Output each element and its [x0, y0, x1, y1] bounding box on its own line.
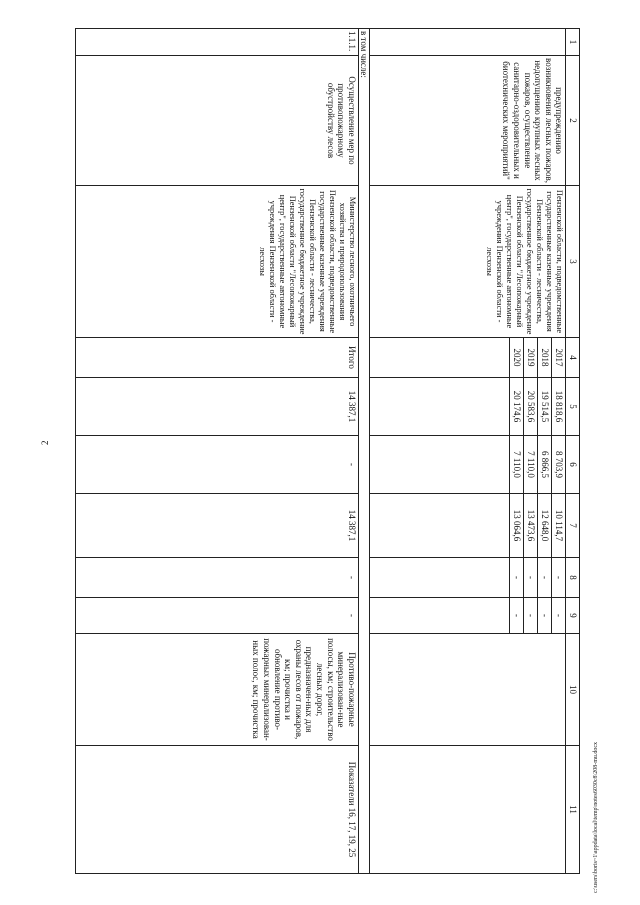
cell-value: 7 110,0 [510, 436, 524, 494]
header-cell: 4 [566, 338, 580, 378]
cell-executors: Пензенской области, подведомственные государственные казенные учреждения Пензенской области - лесничества, государственное бюджетное учреждение Пензенской области "Лесопожарный центр", государственные автономные учреждения Пензенской области - лесхозы [370, 186, 566, 338]
cell-value: 6 866,5 [538, 436, 552, 494]
cell-value: - [524, 598, 538, 634]
cell-targets: Показатели 16, 17, 19, 25 [76, 746, 359, 874]
cell-value: - [552, 598, 566, 634]
cell-num [370, 29, 566, 56]
cell-value: 13 064,6 [510, 494, 524, 558]
header-cell: 7 [566, 494, 580, 558]
header-cell: 1 [566, 29, 580, 56]
cell-value: - [538, 558, 552, 598]
cell-indicators: Противо-пожарные минерализован-ные полосы, км; строительство лесных дорог, предназначен-ных для охраны лесов от пожаров, км; прочистка и обновление противо-пожарных минерализован-ных полос, км; прочистка [76, 634, 359, 746]
cell-year: 2017 [552, 338, 566, 378]
footer-path: c:\users\boris~1\appdata\local\temp\notes6030c8\208-mu.docx [593, 741, 599, 893]
subheading-row [358, 29, 370, 874]
cell-empty [370, 378, 510, 436]
cell-value: - [538, 598, 552, 634]
cell-value: - [524, 558, 538, 598]
cell-value: - [510, 558, 524, 598]
page-number: 2 [40, 440, 50, 445]
cell-year: Итого [76, 338, 359, 378]
cell-value: 12 648,0 [538, 494, 552, 558]
table-row [552, 29, 566, 874]
cell-value: - [510, 598, 524, 634]
cell-event: Осуществление мер по противопожарному обустройству лесов [76, 56, 359, 186]
cell-indicators [370, 634, 566, 746]
cell-value: - [76, 598, 359, 634]
cell-targets [370, 746, 566, 874]
cell-value: 18 818,6 [552, 378, 566, 436]
cell-empty [370, 494, 510, 558]
cell-empty [370, 598, 510, 634]
cell-value: 8 703,9 [552, 436, 566, 494]
cell-value: 20 583,6 [524, 378, 538, 436]
subheading: в том числе: [358, 29, 370, 874]
header-cell: 9 [566, 598, 580, 634]
header-cell: 6 [566, 436, 580, 494]
cell-empty [370, 558, 510, 598]
cell-value: 14 387,1 [76, 378, 359, 436]
header-cell: 2 [566, 56, 580, 186]
cell-executors: Министерство лесного, охотничьего хозяйства и природопользования Пензенской области, подведомственные государственные казенные учреждения Пензенской области - лесничества, государственное бюджетное учреждение Пензенской области "Лесопожарный центр", государственные автономные учреждения Пензенской области - лесхозы [76, 186, 359, 338]
cell-year: 2018 [538, 338, 552, 378]
cell-value: 7 110,0 [524, 436, 538, 494]
cell-value: 19 514,5 [538, 378, 552, 436]
header-cell: 11 [566, 746, 580, 874]
cell-empty [370, 436, 510, 494]
header-cell: 8 [566, 558, 580, 598]
cell-value: - [552, 558, 566, 598]
cell-num: 1.1.1. [76, 29, 359, 56]
cell-value: 10 114,7 [552, 494, 566, 558]
cell-year: 2019 [524, 338, 538, 378]
cell-value: - [76, 436, 359, 494]
header-cell: 5 [566, 378, 580, 436]
cell-empty [370, 338, 510, 378]
cell-year: 2020 [510, 338, 524, 378]
cell-event: предупреждению возникновения лесных пожаров, недопущению крупных лесных пожаров, осуществление санитарно-оздоровительных и биотехнических мероприятий" [370, 56, 566, 186]
program-table [75, 28, 580, 874]
cell-value: 20 174,6 [510, 378, 524, 436]
cell-value: - [76, 558, 359, 598]
rotated-table-container [75, 28, 580, 873]
table-row [76, 29, 359, 874]
header-cell: 3 [566, 186, 580, 338]
cell-value: 14 387,1 [76, 494, 359, 558]
cell-value: 13 473,6 [524, 494, 538, 558]
header-row [566, 29, 580, 874]
header-cell: 10 [566, 634, 580, 746]
